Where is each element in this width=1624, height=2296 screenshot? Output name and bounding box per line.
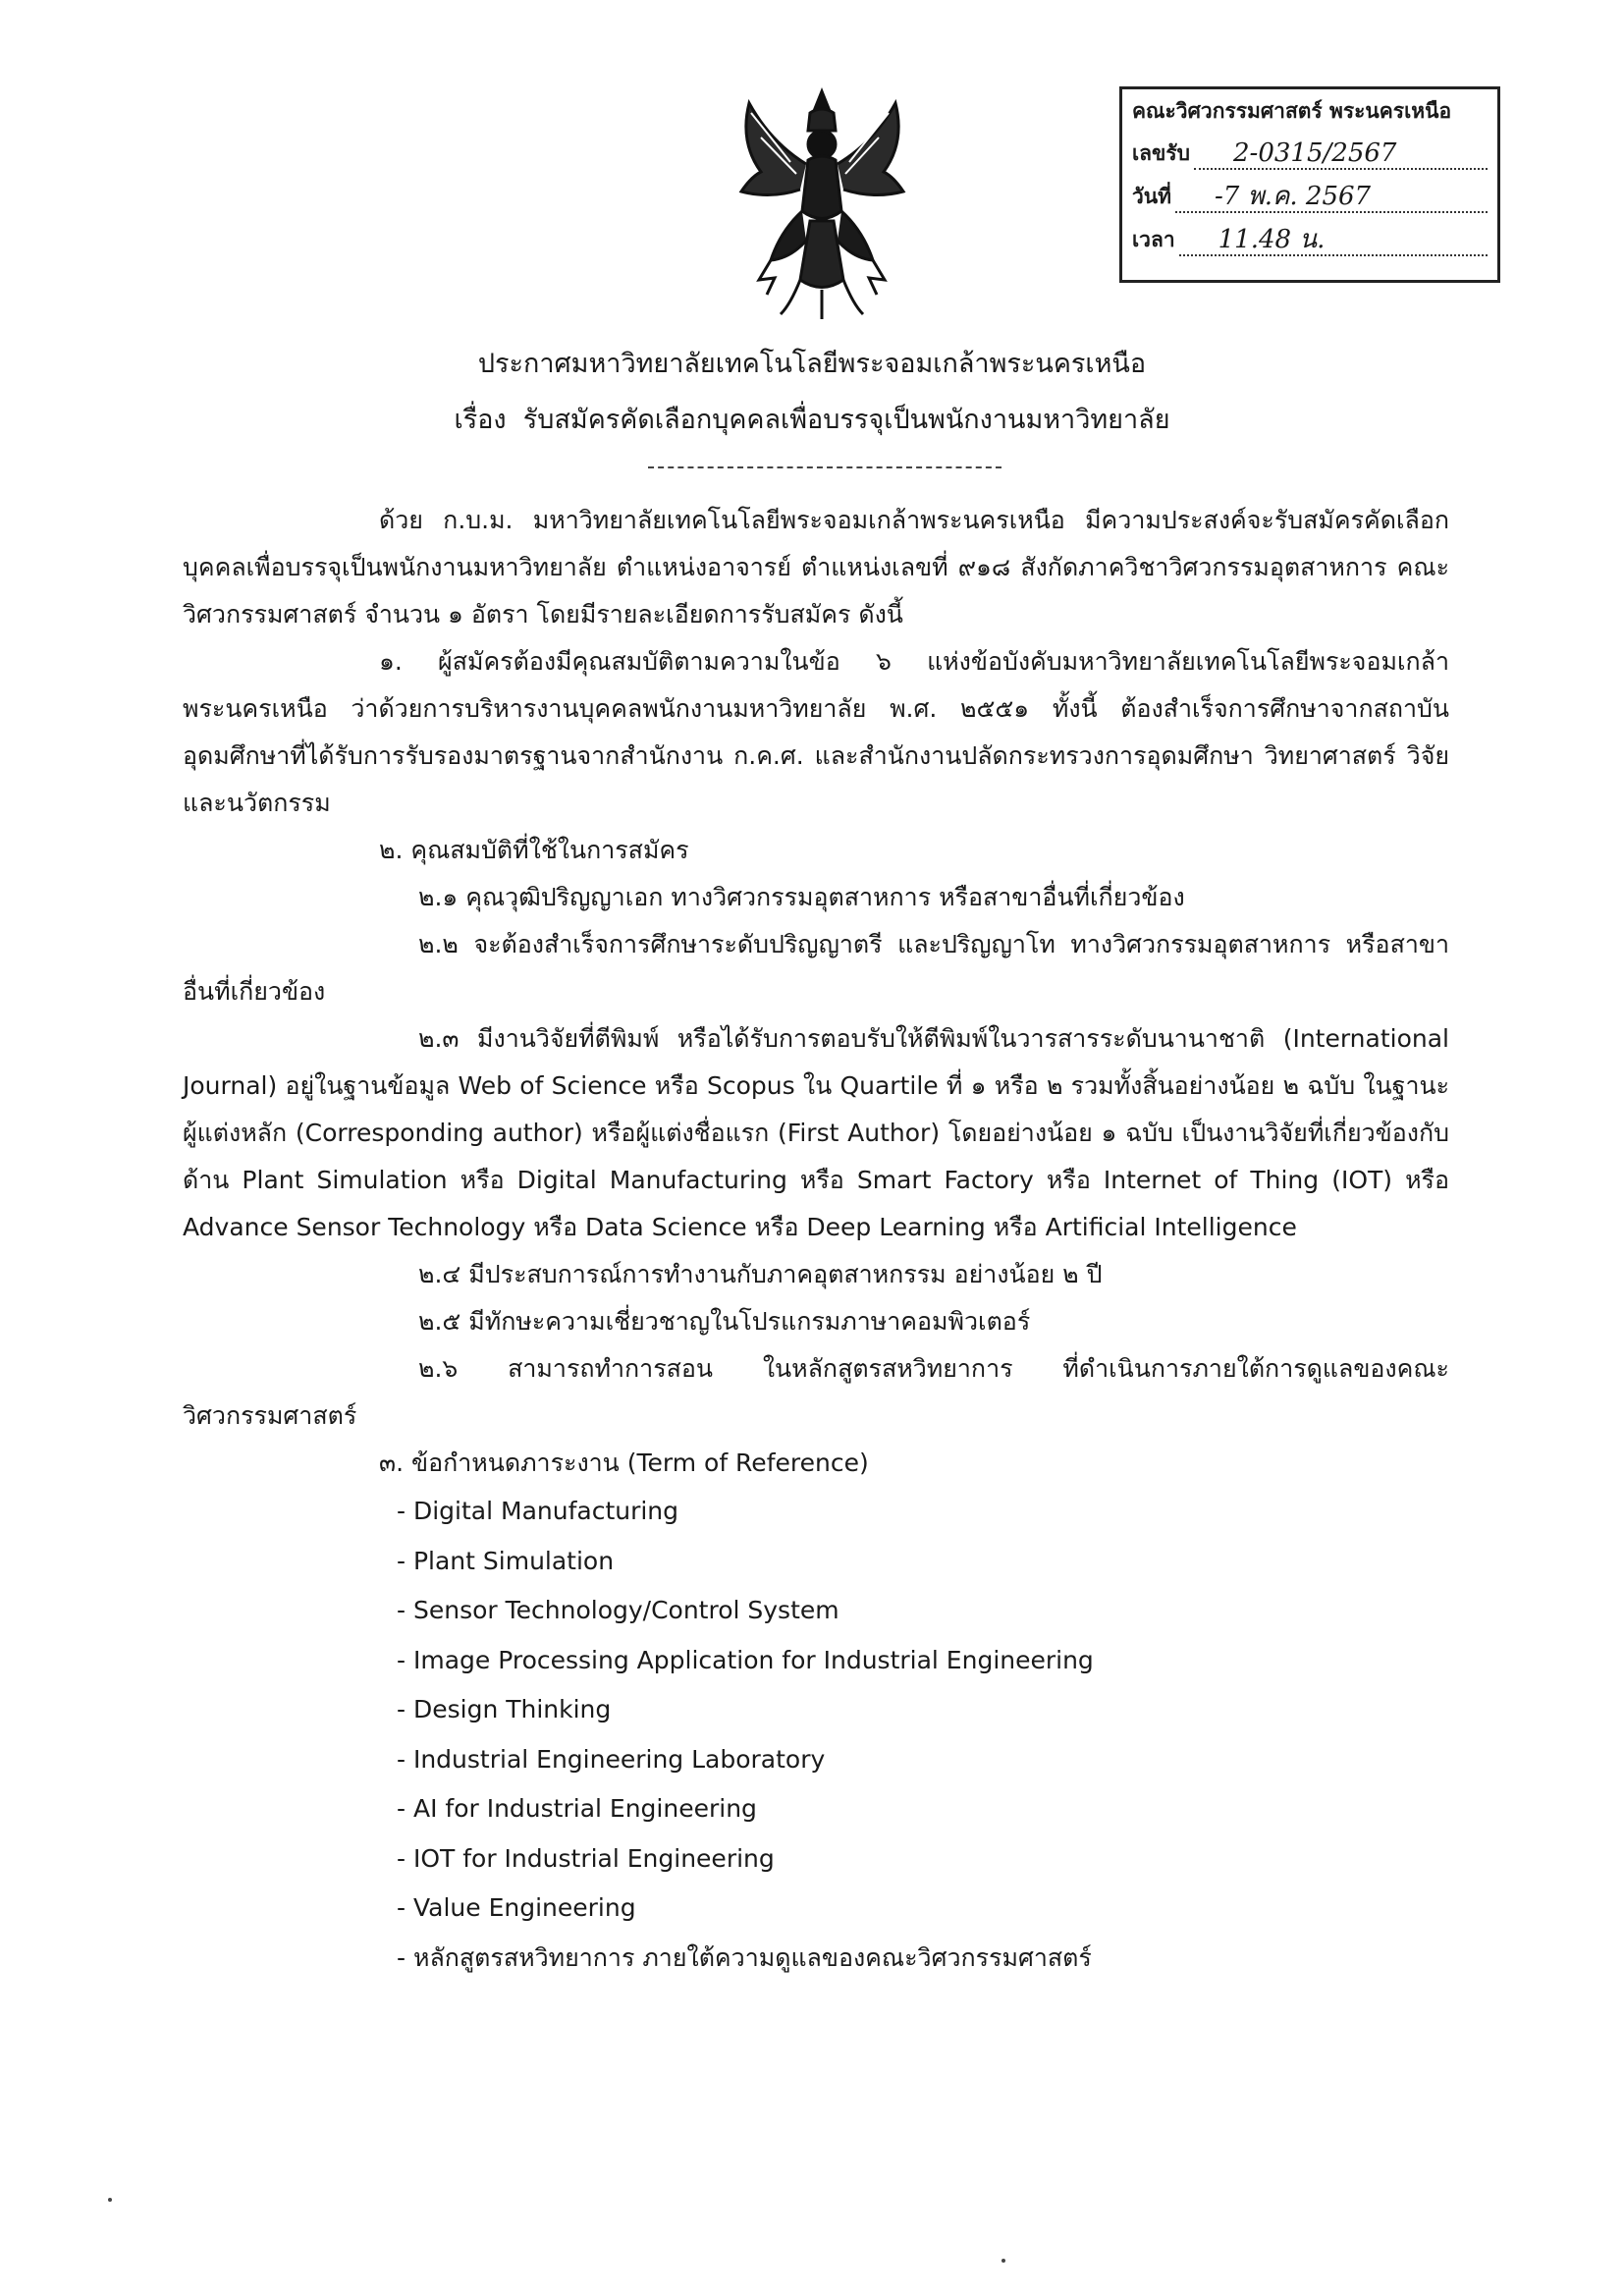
stamp-receipt-label: เลขรับ — [1132, 141, 1191, 165]
announcement-body — [183, 497, 1449, 1983]
item-2-4: ๒.๔ มีประสบการณ์การทำงานกับภาคอุตสาหกรรม อย่างน้อย ๒ ปี — [418, 1260, 1103, 1288]
list-item: - Digital Manufacturing — [397, 1487, 1449, 1537]
list-item: - Plant Simulation — [397, 1537, 1449, 1587]
item-2-5: ๒.๕ มีทักษะความเชี่ยวชาญในโปรแกรมภาษาคอมพิวเตอร์ — [418, 1307, 1031, 1336]
intro-paragraph: ด้วย ก.บ.ม. มหาวิทยาลัยเทคโนโลยีพระจอมเกล้าพระนครเหนือ มีความประสงค์จะรับสมัครคัดเลือกบุคคลเพื่อบรรจุเป็นพนักงานมหาวิทยาลัย ตำแหน่งอาจารย์ ตำแหน่งเลขที่ ๙๑๘ สังกัดภาควิชาวิศวกรรมอุตสาหการ คณะวิศวกรรมศาสตร์ จำนวน ๑ อัตรา โดยมีรายละเอียดการรับสมัคร ดังนี้ — [183, 506, 1449, 629]
stamp-date-value: -7 พ.ค. 2567 — [1175, 182, 1488, 213]
scan-speck — [1001, 2259, 1005, 2263]
item-2-2: ๒.๒ จะต้องสำเร็จการศึกษาระดับปริญญาตรี และปริญญาโท ทางวิศวกรรมอุตสาหการ หรือสาขาอื่นที่เกี่ยวข้อง — [183, 930, 1449, 1006]
list-item: - IOT for Industrial Engineering — [397, 1834, 1449, 1885]
stamp-org: คณะวิศวกรรมศาสตร์ พระนครเหนือ — [1132, 98, 1452, 123]
list-item: - Value Engineering — [397, 1884, 1449, 1934]
stamp-date-label: วันที่ — [1132, 185, 1171, 208]
list-item: - Image Processing Application for Industrial Engineering — [397, 1636, 1449, 1686]
list-item: - AI for Industrial Engineering — [397, 1784, 1449, 1834]
announcement-title: ประกาศมหาวิทยาลัยเทคโนโลยีพระจอมเกล้าพระนครเหนือ — [477, 349, 1147, 379]
list-item: - Sensor Technology/Control System — [397, 1586, 1449, 1636]
announcement-subject-line — [0, 398, 1624, 440]
item-2-1: ๒.๑ คุณวุฒิปริญญาเอก ทางวิศวกรรมอุตสาหการ หรือสาขาอื่นที่เกี่ยวข้อง — [418, 883, 1185, 911]
list-item: - Design Thinking — [397, 1685, 1449, 1735]
item-3: ๓. ข้อกำหนดภาระงาน (Term of Reference) — [379, 1449, 869, 1477]
list-item: - Industrial Engineering Laboratory — [397, 1735, 1449, 1785]
item-2-3: ๒.๓ มีงานวิจัยที่ตีพิมพ์ หรือได้รับการตอบรับให้ตีพิมพ์ในวารสารระดับนานาชาติ (International Journal) อยู่ในฐานข้อมูล Web of Science หรือ Scopus ใน Quartile ที่ ๑ หรือ ๒ รวมทั้งสิ้นอย่างน้อย ๒ ฉบับ ในฐานะผู้แต่งหลัก (Corresponding author) หรือผู้แต่งชื่อแรก (First Author) โดยอย่างน้อย ๑ ฉบับ เป็นงานวิจัยที่เกี่ยวข้องกับด้าน Plant Simulation หรือ Digital Manufacturing หรือ Smart Factory หรือ Internet of Thing (IOT) หรือ Advance Sensor Technology หรือ Data Science หรือ Deep Learning หรือ Artificial Intelligence — [183, 1024, 1449, 1241]
list-item: - หลักสูตรสหวิทยาการ ภายใต้ความดูแลของคณะวิศวกรรมศาสตร์ — [397, 1934, 1449, 1984]
title-divider — [648, 466, 1001, 468]
item-2: ๒. คุณสมบัติที่ใช้ในการสมัคร — [379, 836, 689, 864]
subject-text: รับสมัครคัดเลือกบุคคลเพื่อบรรจุเป็นพนักงานมหาวิทยาลัย — [522, 405, 1170, 435]
stamp-time-value: 11.48 น. — [1179, 225, 1488, 256]
item-1: ๑. ผู้สมัครต้องมีคุณสมบัติตามความในข้อ ๖ แห่งข้อบังคับมหาวิทยาลัยเทคโนโลยีพระจอมเกล้าพระนครเหนือ ว่าด้วยการบริหารงานบุคคลพนักงานมหาวิทยาลัย พ.ศ. ๒๕๕๑ ทั้งนี้ ต้องสำเร็จการศึกษาจากสถาบันอุดมศึกษาที่ได้รับการรับรองมาตรฐานจากสำนักงาน ก.ค.ศ. และสำนักงานปลัดกระทรวงการอุดมศึกษา วิทยาศาสตร์ วิจัย และนวัตกรรม — [183, 647, 1449, 817]
scan-speck — [108, 2198, 112, 2202]
receipt-stamp — [1119, 86, 1500, 283]
item-2-6: ๒.๖ สามารถทำการสอน ในหลักสูตรสหวิทยาการ ที่ดำเนินการภายใต้การดูแลของคณะวิศวกรรมศาสตร์ — [183, 1354, 1449, 1430]
stamp-time-label: เวลา — [1132, 228, 1175, 251]
subject-label: เรื่อง — [454, 405, 507, 435]
terms-of-reference-list — [183, 1487, 1449, 1983]
garuda-emblem — [731, 83, 913, 324]
stamp-receipt-value: 2-0315/2567 — [1194, 138, 1488, 170]
